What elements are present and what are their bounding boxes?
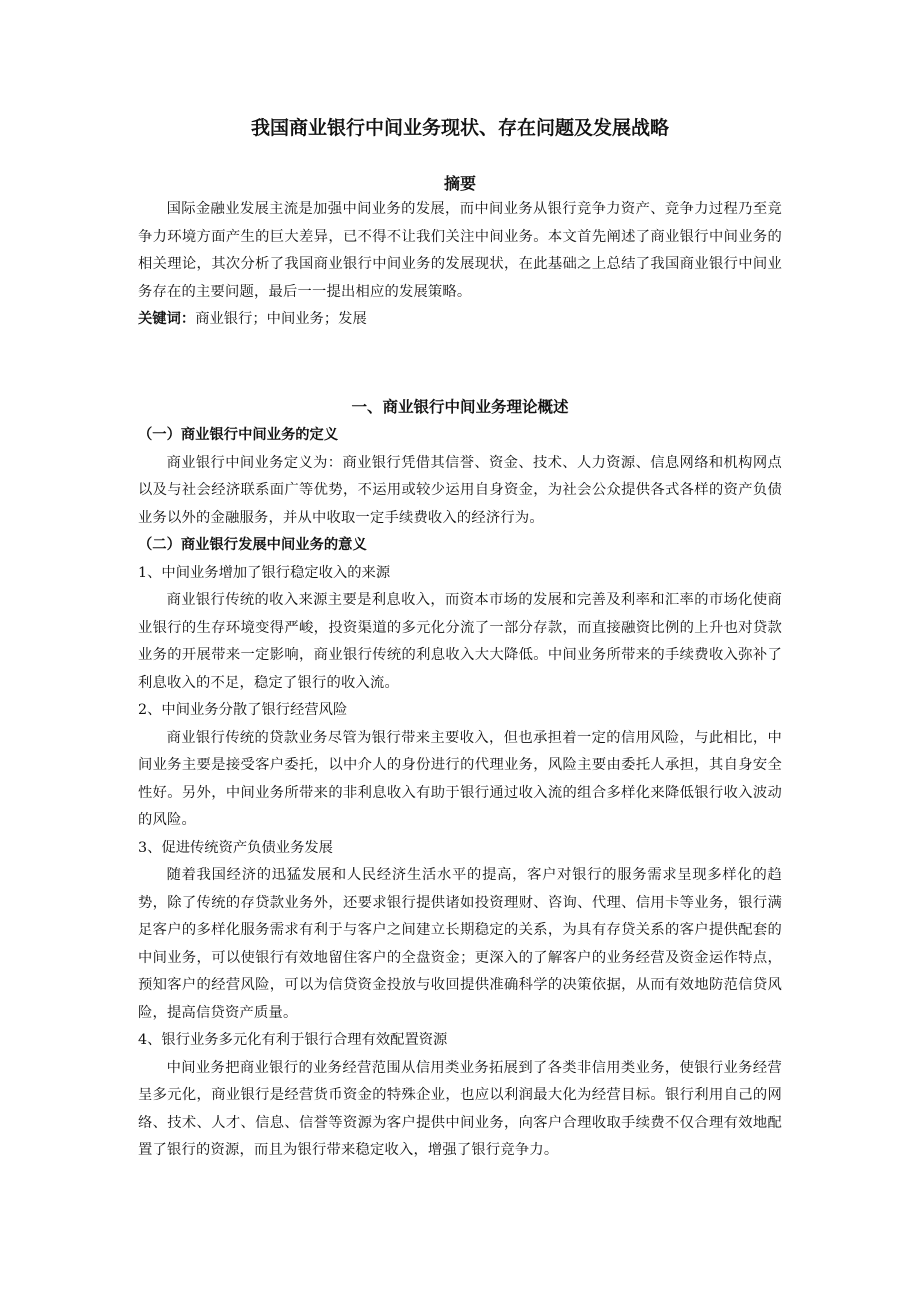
abstract-heading: 摘要 — [443, 174, 476, 193]
point-title: 2、中间业务分散了银行经营风险 — [138, 702, 348, 718]
document-title: 我国商业银行中间业务现状、存在问题及发展战略 — [250, 117, 669, 139]
subsection-heading-definition: （一）商业银行中间业务的定义 — [138, 427, 339, 443]
section-heading: 一、商业银行中间业务理论概述 — [351, 398, 569, 416]
section-1 — [138, 392, 782, 1165]
abstract-block — [138, 196, 782, 334]
point-paragraph: 中间业务把商业银行的业务经营范围从信用类业务拓展到了各类非信用类业务，使银行业务经营呈多元化，商业银行是经营货币资金的特殊企业，也应以利润最大化为经营目标。银行利用自己的网络、技术、人才、信息、信誉等资源为客户提供中间业务，向客户合理收取手续费不仅合理有效地配置了银行的资源，而且为银行带来稳定收入，增强了银行竞争力。 — [138, 1059, 782, 1158]
abstract-text: 国际金融业发展主流是加强中间业务的发展，而中间业务从银行竞争力资产、竞争力过程乃至竞争力环境方面产生的巨大差异，已不得不让我们关注中间业务。本文首先阐述了商业银行中间业务的相关理论，其次分析了我国商业银行中间业务的发展现状，在此基础之上总结了我国商业银行中间业务存在的主要问题，最后一一提出相应的发展策略。 — [138, 201, 782, 300]
keywords-text: 商业银行；中间业务；发展 — [195, 311, 367, 327]
point-paragraph: 商业银行传统的收入来源主要是利息收入，而资本市场的发展和完善及利率和汇率的市场化使商业银行的生存环境变得严峻，投资渠道的多元化分流了一部分存款，而直接融资比例的上升也对贷款业务的开展带来一定影响，商业银行传统的利息收入大大降低。中间业务所带来的手续费收入弥补了利息收入的不足，稳定了银行的收入流。 — [138, 592, 782, 691]
point-paragraph: 商业银行传统的贷款业务尽管为银行带来主要收入，但也承担着一定的信用风险，与此相比，中间业务主要是接受客户委托，以中介人的身份进行的代理业务，风险主要由委托人承担，其自身安全性好。另外，中间业务所带来的非利息收入有助于银行通过收入流的组合多样化来降低银行收入波动的风险。 — [138, 729, 782, 828]
keywords-line — [138, 306, 782, 334]
subsection-heading-significance: （二）商业银行发展中间业务的意义 — [138, 537, 367, 553]
definition-paragraph: 商业银行中间业务定义为：商业银行凭借其信誉、资金、技术、人力资源、信息网络和机构网点以及与社会经济联系面广等优势，不运用或较少运用自身资金，为社会公众提供各式各样的资产负债业务以外的金融服务，并从中收取一定手续费收入的经济行为。 — [138, 454, 782, 526]
point-title: 1、中间业务增加了银行稳定收入的来源 — [138, 564, 391, 581]
point-paragraph: 随着我国经济的迅猛发展和人民经济生活水平的提高，客户对银行的服务需求呈现多样化的趋势，除了传统的存贷款业务外，还要求银行提供诸如投资理财、咨询、代理、信用卡等业务，银行满足客户的多样化服务需求有利于与客户之间建立长期稳定的关系，为具有存贷关系的客户提供配套的中间业务，可以使银行有效地留住客户的全盘资金；更深入的了解客户的业务经营及资金运作特点，预知客户的经营风险，可以为信贷资金投放与收回提供准确科学的决策依据，从而有效地防范信贷风险，提高信贷资产质量。 — [138, 867, 782, 1021]
point-title: 4、银行业务多元化有利于银行合理有效配置资源 — [138, 1032, 448, 1048]
keywords-label: 关键词： — [138, 311, 196, 327]
point-title: 3、促进传统资产负债业务发展 — [138, 839, 333, 856]
